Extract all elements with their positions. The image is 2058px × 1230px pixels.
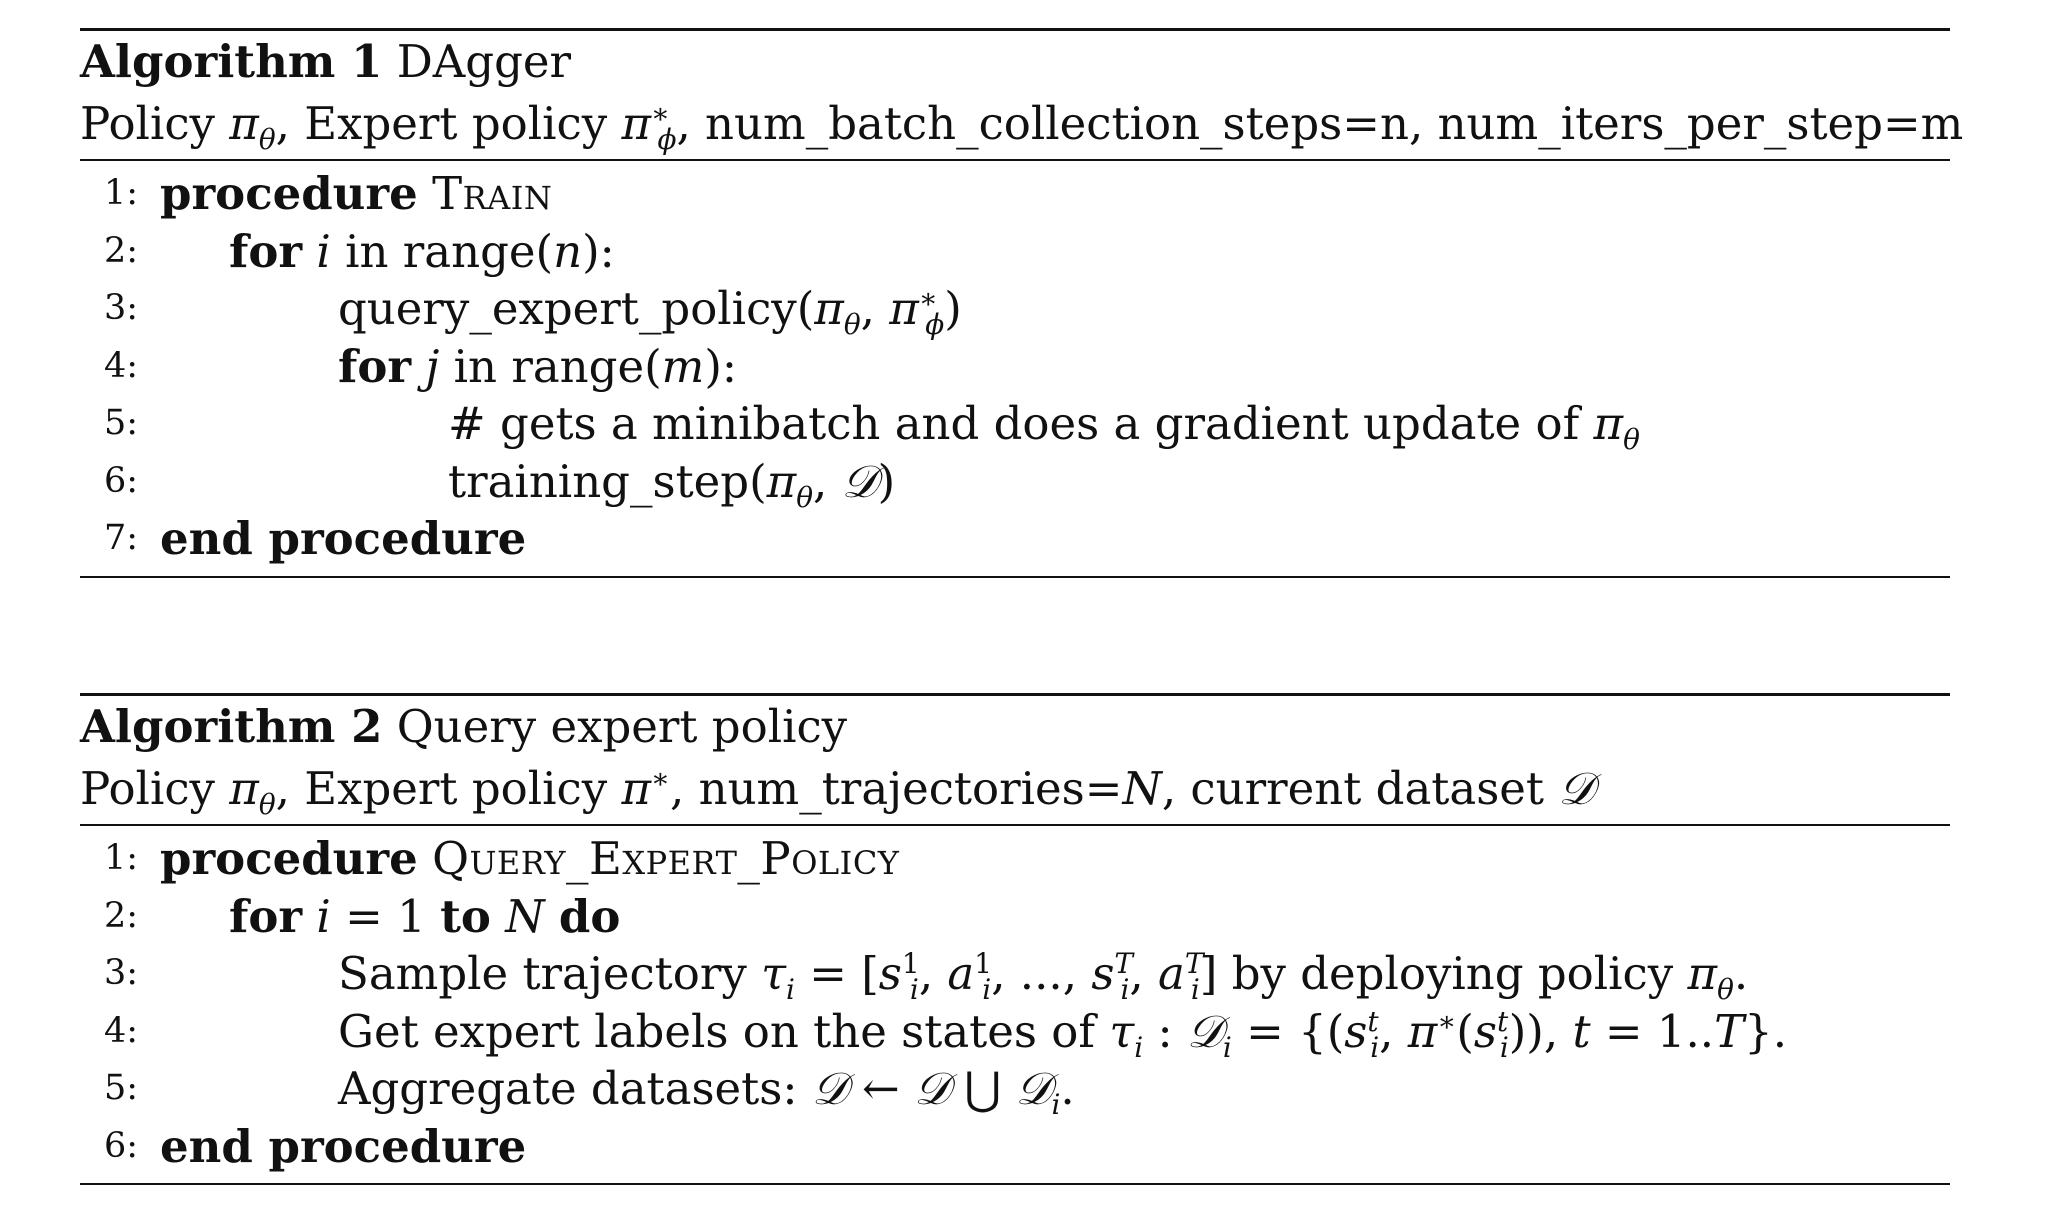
line-text: for j in range(m): xyxy=(338,339,738,393)
code-line xyxy=(80,1118,1950,1176)
line-number: 5: xyxy=(104,1068,139,1108)
algorithm-1 xyxy=(80,28,1964,578)
line-number: 2: xyxy=(104,895,139,936)
code-line xyxy=(80,338,1950,396)
code-line xyxy=(80,888,1950,946)
code-line xyxy=(80,830,1950,888)
keyword: procedure xyxy=(160,832,418,885)
line-number: 3: xyxy=(104,288,139,328)
comment-text: # gets a minibatch and does a gradient update of $\pi_\theta$ xyxy=(448,397,1640,456)
line-number: 4: xyxy=(104,1010,139,1051)
line-number: 1: xyxy=(104,173,139,213)
line-text: for i in range(n): xyxy=(229,224,615,278)
code-line xyxy=(80,223,1950,281)
line-number: 6: xyxy=(104,460,139,501)
line-number: 1: xyxy=(104,838,139,878)
line-text: for i = 1 to N do xyxy=(229,889,621,943)
algorithm-caption xyxy=(80,696,1950,758)
algorithm-label: Algorithm 2 xyxy=(80,700,383,753)
line-text: $query\_expert\_policy(\pi_\theta$, $\pi^∗_\phi$) xyxy=(338,282,962,341)
algorithm-caption xyxy=(80,31,1950,93)
line-number: 5: xyxy=(104,403,139,443)
line-number: 4: xyxy=(104,345,139,386)
algorithm-body xyxy=(80,826,1950,1183)
line-text: $training\_step(\pi_\theta$, 𝒟) xyxy=(448,454,896,514)
code-line xyxy=(80,1060,1950,1121)
procedure-name: Train xyxy=(432,167,553,220)
end-procedure: end procedure xyxy=(160,512,527,565)
algorithm-body xyxy=(80,161,1950,576)
procedure-name: Query_Expert_Policy xyxy=(432,832,900,885)
algorithm-label: Algorithm 1 xyxy=(80,35,383,88)
keyword: procedure xyxy=(160,167,418,220)
code-line xyxy=(80,453,1950,514)
code-line xyxy=(80,1003,1950,1064)
algorithm-2 xyxy=(80,693,1950,1185)
line-number: 3: xyxy=(104,953,139,993)
algorithm-inputs: Policy $\pi_\theta$, Expert policy π∗, num_trajectories=N, current dataset 𝒟 xyxy=(80,762,1595,821)
algorithm-inputs: Policy $\pi_\theta$, Expert policy $\pi^∗_\phi$, num_batch_collection_steps=n, num_iters_per_step=m xyxy=(80,97,1964,156)
line-text: Aggregate datasets: 𝒟 ← 𝒟 ⋃ 𝒟$_i$. xyxy=(338,1062,1075,1121)
bottom-rule xyxy=(80,1183,1950,1185)
code-line xyxy=(80,395,1950,456)
code-line xyxy=(80,165,1950,223)
code-line xyxy=(80,945,1950,1006)
line-number: 7: xyxy=(104,518,139,558)
line-text: Sample trajectory $\tau_i = [s^1_i$, $a^1_i$, ..., $s^T_i$, $a^T_i$] by deploying policy $\pi_\theta$. xyxy=(338,947,1749,1006)
algorithm-title: Query expert policy xyxy=(396,700,848,753)
code-line xyxy=(80,510,1950,568)
line-number: 2: xyxy=(104,230,139,271)
line-text: Get expert labels on the states of $\tau_i$ : 𝒟$_i$ = {($s^t_i$, $\pi^∗(s^t_i)$), t = 1..T}. xyxy=(338,1004,1788,1064)
bottom-rule xyxy=(80,576,1950,578)
line-number: 6: xyxy=(104,1125,139,1166)
algorithm-title: DAgger xyxy=(396,35,572,88)
code-line xyxy=(80,280,1950,341)
end-procedure: end procedure xyxy=(160,1119,527,1173)
